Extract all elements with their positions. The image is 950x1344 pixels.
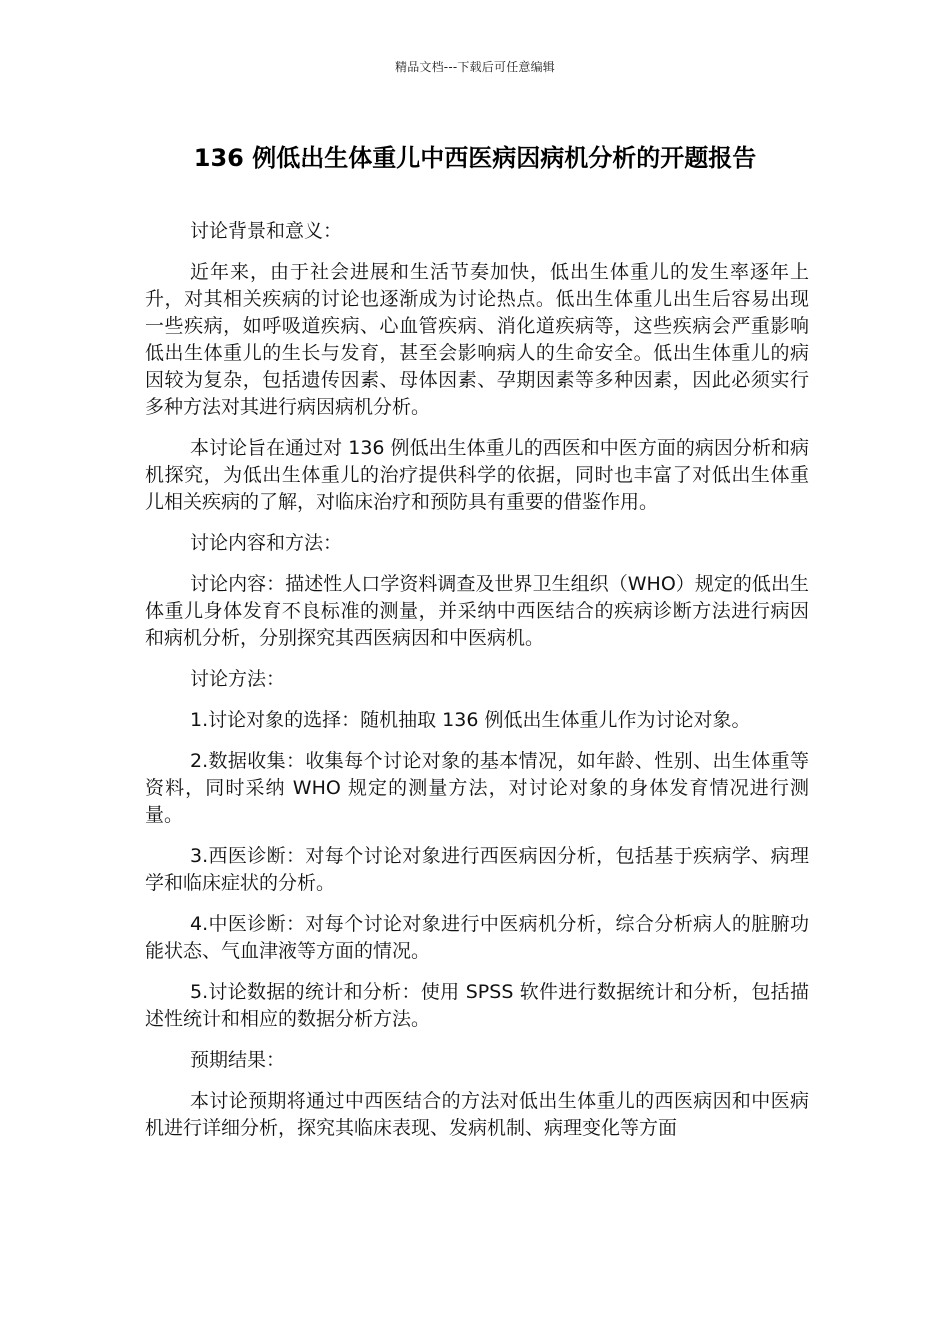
method-item-1: 1.讨论对象的选择：随机抽取 136 例低出生体重儿作为讨论对象。 [190, 709, 751, 731]
paragraph-background: 近年来，由于社会进展和生活节奏加快，低出生体重儿的发生率逐年上升，对其相关疾病的讨论也逐渐成为讨论热点。低出生体重儿出生后容易出现一些疾病，如呼吸道疾病、心血管疾病、消化道疾病等，这些疾病会严重影响低出生体重儿的生长与发育，甚至会影响病人的生命安全。低出生体重儿的病因较为复杂，包括遗传因素、母体因素、孕期因素等多种因素，因此必须实行多种方法对其进行病因病机分析。 [145, 261, 809, 418]
paragraph-expected-results: 本讨论预期将通过中西医结合的方法对低出生体重儿的西医病因和中医病机进行详细分析，探究其临床表现、发病机制、病理变化等方面 [145, 1090, 809, 1139]
method-item-5: 5.讨论数据的统计和分析：使用 SPSS 软件进行数据统计和分析，包括描述性统计和相应的数据分析方法。 [145, 981, 809, 1030]
document-body [145, 218, 809, 1156]
paragraph-content: 讨论内容：描述性人口学资料调查及世界卫生组织（WHO）规定的低出生体重儿身体发育不良标准的测量，并采纳中西医结合的疾病诊断方法进行病因和病机分析，分别探究其西医病因和中医病机。 [145, 573, 809, 649]
paragraph-purpose: 本讨论旨在通过对 136 例低出生体重儿的西医和中医方面的病因分析和病机探究，为低出生体重儿的治疗提供科学的依据，同时也丰富了对低出生体重儿相关疾病的了解，对临床治疗和预防具有重要的借鉴作用。 [145, 437, 809, 513]
section-heading-expected-results: 预期结果： [190, 1049, 286, 1071]
section-heading-content-methods: 讨论内容和方法： [190, 532, 343, 554]
method-item-3: 3.西医诊断：对每个讨论对象进行西医病因分析，包括基于疾病学、病理学和临床症状的分析。 [145, 845, 809, 894]
method-item-2: 2.数据收集：收集每个讨论对象的基本情况，如年龄、性别、出生体重等资料，同时采纳 WHO 规定的测量方法，对讨论对象的身体发育情况进行测量。 [145, 750, 809, 826]
method-item-4: 4.中医诊断：对每个讨论对象进行中医病机分析，综合分析病人的脏腑功能状态、气血津液等方面的情况。 [145, 913, 809, 962]
header-note: 精品文档---下载后可任意编辑 [395, 60, 555, 74]
section-heading-background: 讨论背景和意义： [190, 220, 343, 242]
section-heading-methods: 讨论方法： [190, 668, 286, 690]
document-title: 136 例低出生体重儿中西医病因病机分析的开题报告 [193, 144, 757, 172]
